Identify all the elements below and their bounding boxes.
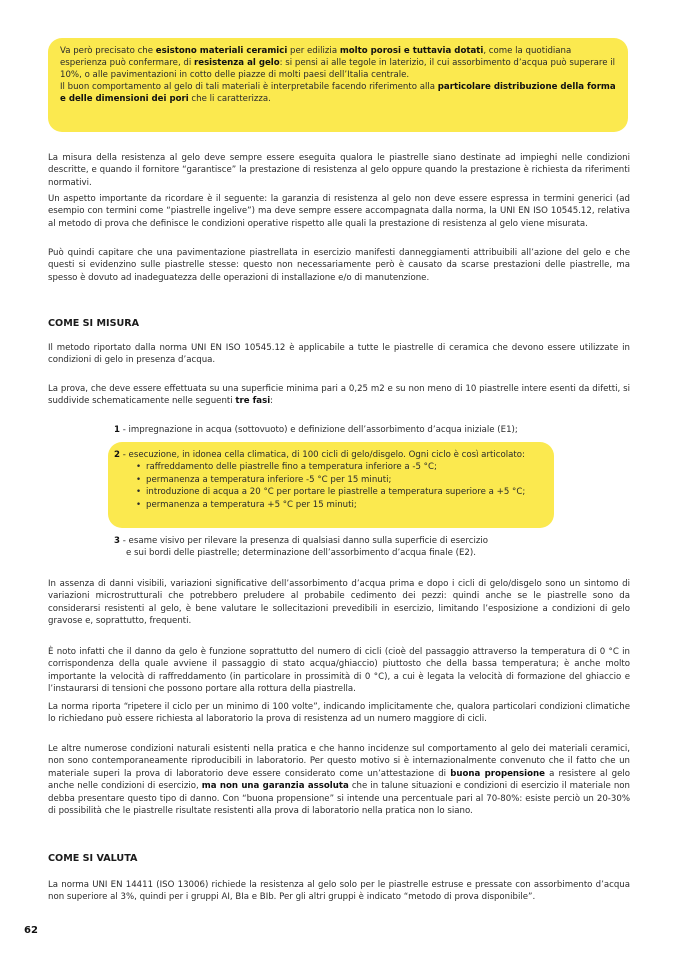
list-item: • introduzione di acqua a 20 °C per portare le piastrelle a temperatura superiore a +5 °C; — [146, 486, 544, 498]
paragraph-prova — [48, 383, 630, 408]
step-number: 3 — [114, 536, 120, 546]
text: che li caratterizza. — [188, 93, 271, 104]
step-number: 2 — [114, 450, 120, 460]
bold-text: tre fasi — [235, 396, 271, 407]
step-2-bullets — [114, 461, 544, 511]
step-text: - esame visivo per rilevare la presenza di qualsiasi danno sulla superficie di esercizio — [119, 536, 489, 546]
text: a resistere al gelo anche nelle condizioni di esercizio, — [48, 768, 631, 792]
list-item: • raffreddamento delle piastrelle fino a temperatura inferiore a -5 °C; — [146, 461, 544, 473]
text: per edilizia — [287, 46, 340, 56]
paragraph-metodo: Il metodo riportato dalla norma UNI EN ISO 10545.12 è applicabile a tutte le piastrelle di ceramica che devono essere utilizzate in condizioni di gelo in presenza d’acqua. — [48, 343, 630, 366]
page-number: 62 — [24, 925, 38, 936]
text: : si pensi ai alle tegole in laterizio, il cui assorbimento d’acqua può superare il 10%, o alle pavimentazioni in cotto delle piazze di molti paesi dell’Italia centrale. — [60, 57, 616, 80]
step-text: - impregnazione in acqua (sottovuoto) e definizione dell’assorbimento d’acqua iniziale (E1); — [119, 425, 518, 435]
paragraph-norma-14411: La norma UNI EN 14411 (ISO 13006) richiede la resistenza al gelo solo per le piastrelle estruse e pressate con assorbimento d’acqua non superiore al 3%, quindi per i gruppi AI, BIa e BIb. Per gli altri gruppi è indicato “metodo di prova disponibile”. — [48, 880, 630, 903]
paragraph-condizioni-naturali — [48, 743, 630, 817]
step-text: - esecuzione, in idonea cella climatica, di 100 cicli di gelo/disgelo. Ogni ciclo è così articolato: — [119, 450, 525, 460]
step-text-continued: e sui bordi delle piastrelle; determinazione dell’assorbimento d’acqua finale (E2). — [126, 548, 476, 559]
section-title-come-si-misura: COME SI MISURA — [48, 318, 140, 329]
bold-text: molto porosi e tuttavia dotati — [339, 46, 484, 56]
text: che in talune situazioni e condizioni di esercizio il materiale non debba presentare questo tipo di danno. Con “buona propensione” si intende una percentuale pari al 70-80%: esiste perciò un 20-30% di possibilità che le piastrelle risultate resistenti alla prova di laboratorio nella pratica non lo siano. — [48, 781, 631, 817]
highlight-paragraph-2 — [60, 82, 616, 106]
highlight-box — [48, 38, 628, 132]
paragraph-pavimentazione: Può quindi capitare che una pavimentazione piastrellata in esercizio manifesti danneggiamenti attribuibili all’azione del gelo e che questi si evidenzino sulle piastrelle stesse: questo non necessariamente però è causato da scarse prestazioni delle piastrelle, ma spesso è dovuto ad inadeguatezza delle operazioni di installazione e/o di manutenzione. — [48, 248, 630, 283]
highlight-paragraph-1 — [60, 46, 616, 82]
paragraph-garanzia: Un aspetto importante da ricordare è il seguente: la garanzia di resistenza al gelo non deve essere espressa in termini generici (ad esempio con termini come “piastrelle ingelive”) ma deve sempre essere accompagnata dalla norma, la UNI EN ISO 10545.12, relativa al metodo di prova che definisce le condizioni operative rispetto alle quali la prestazione di resistenza al gelo viene misurata. — [48, 194, 630, 229]
list-item: • permanenza a temperatura inferiore -5 °C per 15 minuti; — [146, 474, 544, 486]
section-title-come-si-valuta: COME SI VALUTA — [48, 853, 138, 864]
bold-text: ma non una garanzia assoluta — [201, 781, 349, 792]
bold-text: particolare distribuzione della forma e delle dimensioni dei pori — [60, 81, 616, 104]
text: , come la quotidiana esperienza può confermare, di — [60, 46, 572, 68]
text: : — [270, 396, 274, 407]
text: Il buon comportamento al gelo di tali materiali è interpretabile facendo riferimento alla — [60, 81, 438, 92]
paragraph-assenza-danni: In assenza di danni visibili, variazioni significative dell’assorbimento d’acqua prima e dopo i cicli di gelo/disgelo sono un sintomo di variazioni microstrutturali che potrebbero preludere al probabile cedimento dei pezzi: quindi anche se le piastrelle sono da considerarsi resistenti al gelo, è bene valutare le sollecitazioni prevedibili in esercizio, limitando l’esposizione a condizioni di gelo gravose e, soprattutto, frequenti. — [48, 579, 630, 627]
step-3 — [114, 535, 488, 560]
bold-text: esistono materiali ceramici — [155, 46, 288, 56]
paragraph-danno-gelo: È noto infatti che il danno da gelo è funzione soprattutto del numero di cicli (cioè del passaggio attraverso la temperatura di 0 °C in corrispondenza della quale avviene il passaggio di stato acqua/ghiaccio) piuttosto che della bassa temperatura; è anche molto importante la velocità di raffreddamento (in particolare in prossimità di 0 °C), a cui è legata la velocità di formazione del ghiaccio e l’instaurarsi di tensioni che possono portare alla rottura della piastrella. — [48, 647, 630, 695]
text: Va però precisato che — [60, 46, 156, 56]
text: Le altre numerose condizioni naturali esistenti nella pratica e che hanno incidenze sul comportamento al gelo dei materiali ceramici, non sono contemporaneamente riproducibili in laboratorio. Per questo motivo si è internazionalmente convenuto che il fatto che un materiale superi la prova di laboratorio deve essere considerato come un’attestazione di — [48, 744, 630, 779]
step-number: 1 — [114, 425, 120, 435]
step-2 — [114, 449, 544, 511]
paragraph-norma-cicli: La norma riporta “ripetere il ciclo per un minimo di 100 volte”, indicando implicitamente che, qualora particolari condizioni climatiche lo richiedano può essere richiesta al laboratorio la prova di resistenza ad un numero maggiore di cicli. — [48, 702, 630, 725]
paragraph-misura: La misura della resistenza al gelo deve sempre essere eseguita qualora le piastrelle siano destinate ad impieghi nelle condizioni descritte, e quando il fornitore “garantisce” la prestazione di resistenza al gelo oppure quando la prestazione è richiesta da riferimenti normativi. — [48, 153, 630, 188]
bold-text: buona propensione — [450, 768, 545, 779]
step-2-intro — [114, 449, 544, 461]
text: La prova, che deve essere effettuata su una superficie minima pari a 0,25 m2 e su non meno di 10 piastrelle intere esenti da difetti, si suddivide schematicamente nelle seguenti — [48, 384, 630, 407]
bold-text: resistenza al gelo — [194, 57, 280, 68]
list-item: • permanenza a temperatura +5 °C per 15 minuti; — [146, 499, 544, 511]
step-1 — [114, 424, 518, 436]
